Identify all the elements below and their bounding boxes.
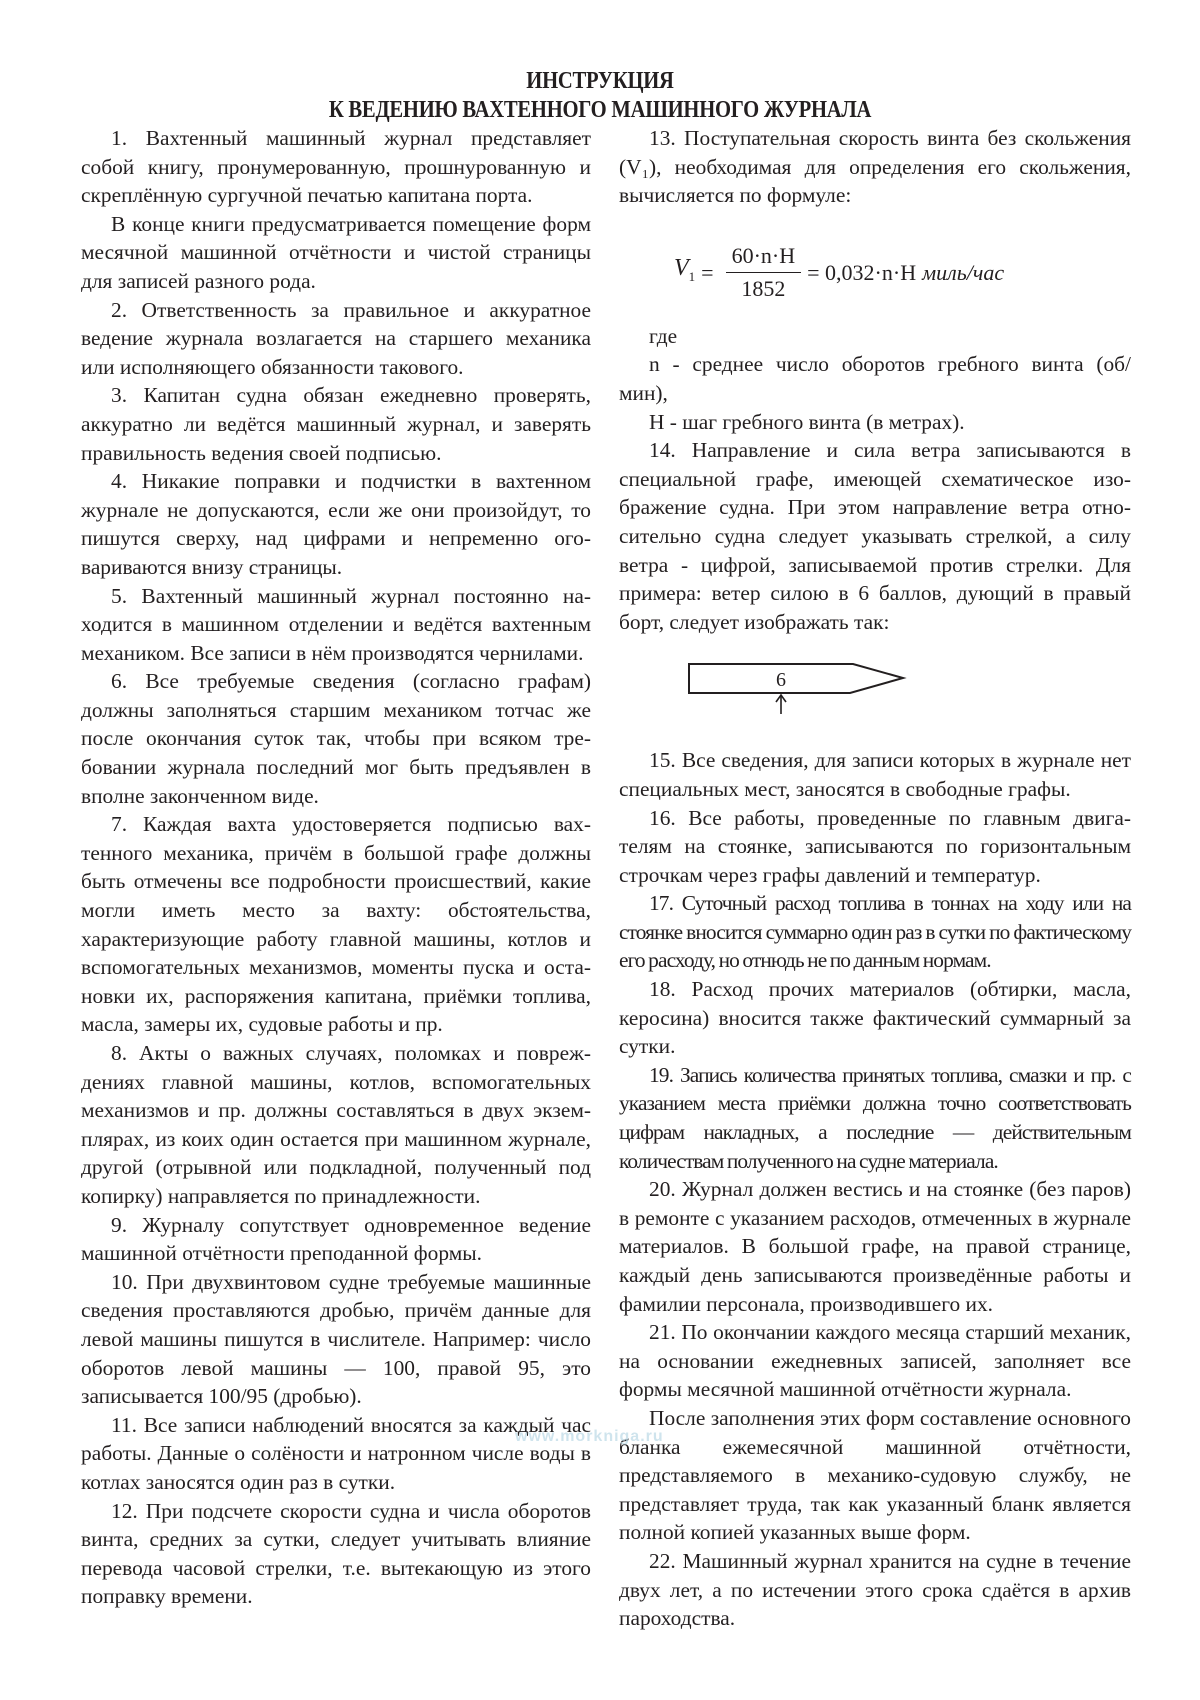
formula-denominator: 1852: [741, 276, 786, 302]
paragraph-4: 4. Никакие поправки и подчистки в вахтенном журнале не допускаются, если же они произойдут, то пишутся сверху, над цифрами и непременно оговариваются внизу страницы.: [81, 469, 591, 579]
document-title-line-2: К ВЕДЕНИЮ ВАХТЕННОГО МАШИННОГО ЖУРНАЛА: [328, 97, 872, 123]
formula-numerator: 60·n·H: [726, 242, 802, 274]
ship-outline-icon: [687, 656, 907, 716]
right-column: [619, 124, 1131, 1633]
paragraph-21-note: После заполнения этих форм составление основного бланка ежемесячной машинной отчётности, представляемого в механико-судовую службу, не представляет труда, так как указанный бланк является полной копией указанных выше форм.: [619, 1405, 1131, 1545]
paragraph-10: 10. При двухвинтовом судне требуемые машинные сведения проставляются дробью, причём данные для левой машины пишутся в числителе. Например: число оборотов левой машины — 100, правой 95, это записывается 100/95 (дробью).: [81, 1269, 591, 1409]
paragraph-17: 17. Суточный расход топлива в тоннах на ходу или на стоянке вносится суммарно один раз в сутки по фактическому его расходу, но отнюдь не по данным нормам.: [619, 891, 1131, 973]
paragraph-16: 16. Все работы, проведенные по главным двигателям на стоянке, записываются по горизонтальным строчкам через графы давлений и температур.: [619, 805, 1131, 887]
paragraph-8: 8. Акты о важных случаях, поломках и повреждениях главной машины, котлов, вспомогательных механизмов и пр. должны составляться в двух экземплярах, из коих один остается при машинном журнале, другой (отрывной или подкладной, полученный под копирку) направляется по принадлежности.: [81, 1041, 591, 1208]
formula-fraction: [726, 242, 802, 304]
formula-units: миль/час: [922, 259, 1005, 285]
formula-rhs: = 0,032·n·H: [807, 259, 917, 285]
paragraph-18: 18. Расход прочих материалов (обтирки, масла, керосина) вносится также фактический суммарный за сутки.: [619, 977, 1131, 1059]
where-label: где: [649, 323, 678, 348]
document-title-line-1: ИНСТРУКЦИЯ: [526, 68, 674, 94]
formula-lhs: $V_1$: [674, 255, 696, 284]
paragraph-3: 3. Капитан судна обязан ежедневно проверять, аккуратно ли ведётся машинный журнал, и заверять правильность ведения своей подписью.: [81, 383, 591, 465]
paragraph-15: 15. Все сведения, для записи которых в журнале нет специальных мест, заносятся в свободные графы.: [619, 748, 1131, 801]
paragraph-6: 6. Все требуемые сведения (согласно графам) должны заполняться старшим механиком тотчас же после окончания суток так, чтобы при всяком требовании журнала последний мог быть предъявлен в вполне законченном виде.: [81, 669, 591, 808]
paragraph-2: 2. Ответственность за правильное и аккуратное ведение журнала возлагается на старшего механика или исполняющего обязанности такового.: [81, 297, 591, 379]
definition-h: H - шаг гребного винта (в метрах).: [649, 409, 965, 434]
paragraph-1-note: В конце книги предусматривается помещение форм месячной машинной отчётности и чистой страницы для записей разного рода.: [81, 211, 591, 293]
paragraph-5: 5. Вахтенный машинный журнал постоянно находится в машинном отделении и ведётся вахтенным механиком. Все записи в нём производятся чернилами.: [81, 583, 591, 665]
paragraph-9: 9. Журналу сопутствует одновременное ведение машинной отчётности преподанной формы.: [81, 1212, 591, 1266]
paragraph-22: 22. Машинный журнал хранится на судне в течение двух лет, а по истечении этого срока сдаётся в архив пароходства.: [619, 1548, 1131, 1631]
paragraph-14: 14. Направление и сила ветра записываются в специальной графе, имеющей схематическое изображение судна. При этом направление ветра относительно судна следует указывать стрелкой, а силу ветра - цифрой, записываемой против стрелки. Для примера: ветер силою в 6 баллов, дующий в правый борт, следует изображать так:: [619, 438, 1131, 634]
paragraph-11: 11. Все записи наблюдений вносятся за каждый час работы. Данные о солёности и натронном числе воды в котлах заносятся один раз в сутки.: [81, 1412, 591, 1494]
left-column: [81, 124, 591, 1611]
paragraph-13: 13. Поступательная скорость винта без скольжения (V₁), необходимая для определения его скольжения, вычисляется по формуле:: [619, 126, 1131, 208]
wind-force-value: 6: [776, 669, 786, 692]
paragraph-1: 1. Вахтенный машинный журнал представляет собой книгу, пронумерованную, прошнурованную и скреплённую сургучной печатью капитана порта.: [81, 126, 591, 208]
definition-n: n - среднее число оборотов гребного винта (об/ мин),: [619, 352, 1131, 405]
watermark: www.morkniga.ru: [515, 1428, 664, 1445]
propeller-speed-formula: $V_1$ = $\frac{60\cdot n\cdot H}{1852}$ = 0,032·n·H миль/час: [619, 210, 1131, 322]
paragraph-12: 12. При подсчете скорости судна и числа оборотов винта, средних за сутки, следует учитывать влияние перевода часовой стрелки, т.е. вытекающую из этого поправку времени.: [81, 1498, 591, 1609]
paragraph-7: 7. Каждая вахта удостоверяется подписью вахтенного механика, причём в большой графе должны быть отмечены все подробности происшествий, какие могли иметь место за вахту: обстоятельства, характеризующие работу главной машины, котлов и вспомогательных механизмов, моменты пуска и остановки их, распоряжения капитана, приёмки топлива, масла, замеры их, судовые работы и пр.: [81, 812, 591, 1037]
paragraph-19: 19. Запись количества принятых топлива, смазки и пр. с указанием места приёмки должна точно соответствовать цифрам накладных, а последние — действительным количествам полученного на судне материала.: [619, 1062, 1131, 1173]
paragraph-20: 20. Журнал должен вестись и на стоянке (без паров) в ремонте с указанием расходов, отмеченных в журнале материалов. В большой графе, на правой странице, каждый день записываются произведённые работы и фамилии персонала, производившего их.: [619, 1177, 1131, 1316]
paragraph-21: 21. По окончании каждого месяца старший механик, на основании ежедневных записей, заполняет все формы месячной машинной отчётности журнала.: [619, 1320, 1131, 1402]
wind-diagram: [619, 636, 1131, 746]
